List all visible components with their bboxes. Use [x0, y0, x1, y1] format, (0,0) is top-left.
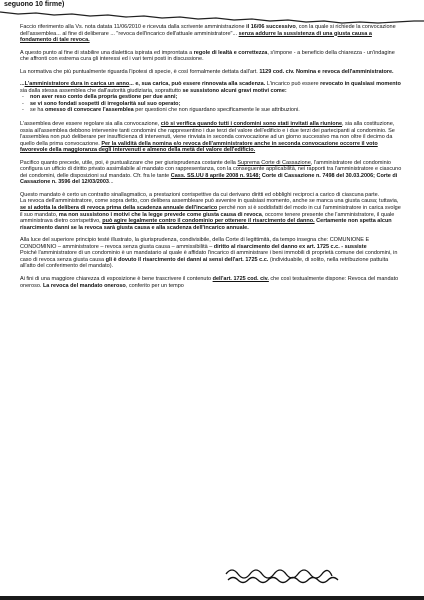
- continuation-note: seguono 10 firme): [4, 1, 65, 8]
- text-run: Faccio riferimento alla Vs. nota datata 11/06/2010 e ricevuta dalla scrivente amministrazione: [20, 24, 247, 30]
- paragraph-norm: [20, 69, 404, 76]
- text-run: se si adotta la delibera di revoca prima della scadenza annuale dell'incarico: [20, 205, 218, 212]
- text-run: senza addurre la sussistenza di una giusta causa a fondamento di tale revoca.: [20, 30, 372, 44]
- text-run: Corte di Cassazione n. 7498 del 30.03.2006; Corte di Cassazione n. 3596 del 12/03/2003: [20, 172, 398, 186]
- text-run: La revoca dell'amministratore, come sopra detto, con delibera assembleare può avvenire in qualsiasi momento, anche se manca una giusta causa; tuttavia,: [20, 198, 399, 205]
- letter-body: [20, 24, 404, 289]
- text-run: diritto al risarcimento del danno ex art. 1725 c.c. - sussiste: [213, 243, 367, 250]
- text-run: La revoca del mandato oneroso: [42, 282, 126, 289]
- text-run: Questo mandato è certo un contratto sinallagmatico, a prestazioni corrispettive da cui derivano diritti ed obblighi reciproci a carico di ciascuna parte.: [20, 191, 380, 198]
- text-run: , sia alla costituzione, ossia all'assemblea debbono intervenire tanti condomini che rappresentino i due terzi del valore dell'edificio e i due terzi dei partecipanti al condominio. Se l'assemblea non può deliberare per insufficienza di intervenuti, viene rinviata in seconda convocazione ad un giorno successivo ma non oltre il decimo da quello della prima convocazione.: [20, 121, 395, 147]
- text-run: L'assemblea deve essere regolare sia alla convocazione,: [20, 121, 161, 128]
- text-run: se sussistono alcuni gravi motivi come:: [182, 87, 287, 94]
- signature-scribble: [0, 560, 424, 590]
- grounds-list: [20, 94, 404, 114]
- paragraph-maxim: [20, 237, 404, 270]
- text-run: sia dalla stessa assemblea che dall'autorità giudiziaria, soprattutto: [20, 87, 183, 94]
- scan-border: [0, 596, 424, 600]
- text-run: se ha: [30, 107, 45, 114]
- text-run: ...: [108, 179, 114, 186]
- text-run: regole di lealtà e correttezza: [193, 49, 268, 56]
- text-run: (individuabile, di solito, nella retribuzione pattuita all'atto del conferimento del mandato).: [20, 256, 389, 270]
- text-run: non aver reso conto della propria gestione per due anni;: [30, 94, 178, 101]
- text-run: perché non si è soddisfatti del modo in cui l'amministratore in carica svolge il suo mandato,: [20, 205, 401, 218]
- text-run: , s'impone - a beneficio della chiarezza - un'indagine che affronti con estrema cura gli interessi ed i vari temi posti in discussione.: [20, 49, 395, 63]
- text-run: , l'amministratore del condominio configura un ufficio di diritto privato assimilabile al mandato con rappresentanza, con la conseguente applicabilità, nei rapporti tra l'amministratore e ciascuno dei condomini, delle disposizioni sul mandato. Cfr. fra le tante: [20, 159, 402, 179]
- text-run: Ai fini di una maggiore chiarezza di esposizione è bene trascrivere il contenuto: [20, 275, 213, 282]
- paragraph-art1725: [20, 276, 404, 289]
- text-run: Alla luce del superiore principio testé illustrato, la giurisprudenza, condivisibile, della Corte di legittimità, da tempo insegna che: COMUNIONE E CONDOMINIO – amministratore – revoca senza giusta causa – ammissibilità –: [20, 237, 370, 250]
- text-run: che così testualmente dispone: Revoca del mandato oneroso.: [20, 275, 399, 289]
- paragraph-dialectic: [20, 50, 404, 63]
- text-run: L'amministratore dura in carica un anno: [24, 81, 130, 88]
- text-run: omesso di convocare l'assemblea: [44, 107, 134, 114]
- bullet-dash: -: [22, 100, 24, 107]
- text-run: , con la quale si richiede la convocazione dell'assemblea... al fine di deliberare ... "revoca dell'incarico dell'attuale amministratore"...: [20, 24, 396, 37]
- paragraph-mandate: [20, 192, 404, 231]
- text-run: può agire legalmente contro il condominio per ottenere il risarcimento del danno.: [102, 218, 315, 225]
- text-run: Poiché l'amministratore di un condominio è un mandatario al quale è affidato l'incarico di amministrare i beni immobili di proprietà comune dei condomini, in caso di revoca senza giusta causa: [20, 250, 398, 263]
- text-run: dell'art. 1725 cod. civ.: [212, 275, 269, 282]
- text-run: il 16/06 successivo: [246, 24, 296, 30]
- paragraph-request: [20, 24, 404, 44]
- paragraph-term: [20, 81, 404, 94]
- text-run: revocato in qualsiasi momento: [320, 81, 401, 88]
- text-run: La normativa che più puntualmente riguarda l'ipotesi di specie, è così formalmente dettata dall'art.: [20, 68, 260, 75]
- text-run: Pacifico quanto precede, utile, poi, è puntualizzare che per giurisprudenza costante della: [20, 159, 238, 166]
- text-run: se vi sono fondati sospetti di irregolarità sul suo operato;: [30, 100, 181, 107]
- bullet-dash: -: [22, 94, 24, 101]
- text-run: Cass. SS.UU 8 aprile 2008 n. 9148;: [170, 172, 261, 179]
- text-run: Certamente non spetta alcun risarcimento danni se la revoca sarà giusta causa e alla scadenza dell'incarico annuale.: [20, 218, 392, 231]
- text-run: gli è dovuto il risarcimento dei danni ai sensi dell'art. 1725 c.c.: [105, 256, 269, 263]
- text-run: 1129 cod. civ. Nomina e revoca dell'amministratore.: [259, 68, 394, 75]
- text-run: L'incarico può essere: [265, 81, 321, 88]
- paragraph-jurisprudence: [20, 160, 404, 186]
- text-run: Suprema Corte di Cassazione: [237, 159, 311, 166]
- text-run: A questo punto al fine di stabilire una dialettica ispirata ed improntata a: [20, 49, 194, 56]
- text-run: ...: [129, 81, 136, 88]
- text-run: per questioni che non riguardano specificamente le sue attribuzioni.: [133, 107, 300, 114]
- text-run: ...: [20, 81, 25, 88]
- text-run: , occorre tenere presente che l'amministratore, il quale amministrava dietro corrispettivo,: [20, 211, 395, 225]
- text-run: e, sua carica, può essere rinnovata alla scadenza.: [135, 81, 266, 88]
- text-run: Per la validità della nomina e/o revoca dell'amministratore anche in seconda convocazione occorre il voto favorevole della maggioranza degli intervenuti e almeno della metà del valore dell'edificio.: [20, 140, 378, 154]
- bullet-dash: -: [22, 107, 24, 114]
- text-run: ciò si verifica quando tutti i condomini sono stati invitati alla riunione: [160, 121, 342, 128]
- paragraph-assembly: [20, 121, 404, 154]
- text-run: ma non sussistono i motivi che la legge prevede come giusta causa di revoca: [58, 211, 262, 218]
- list-item: [20, 107, 404, 114]
- text-run: , conferito per un tempo: [125, 282, 184, 289]
